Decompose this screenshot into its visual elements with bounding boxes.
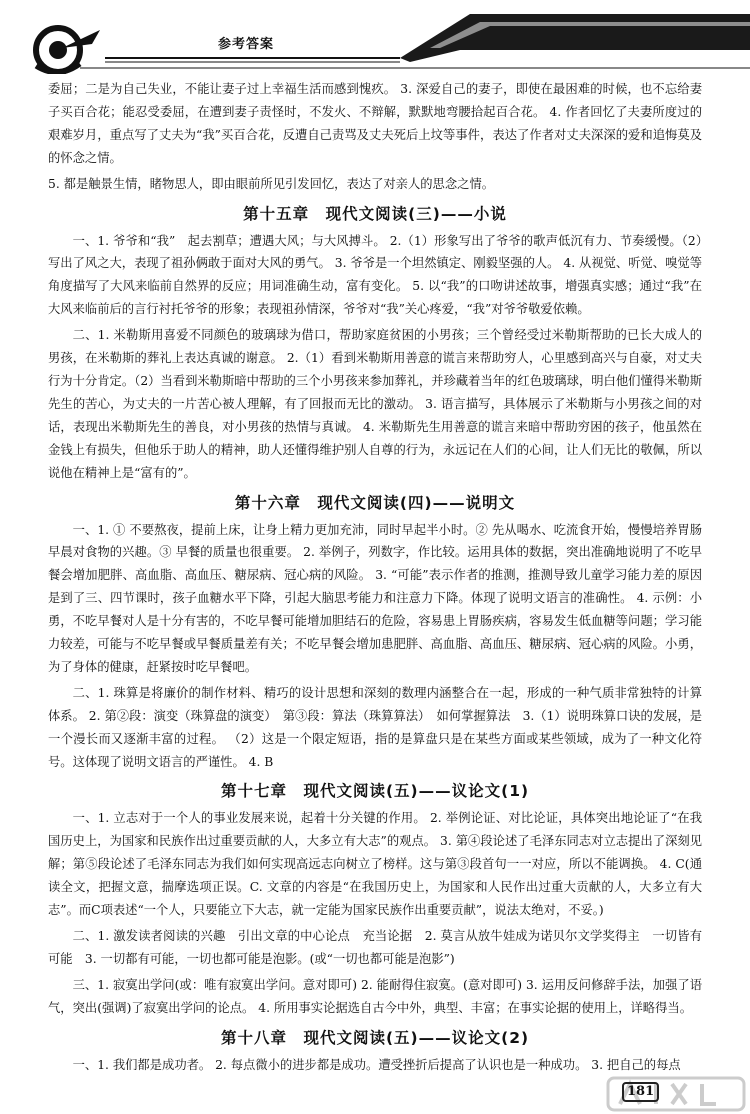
page-footer xyxy=(0,1070,750,1110)
answer-paragraph: 二、1. 激发读者阅读的兴趣 引出文章的中心论点 充当论据 2. 莫言从放牛娃成为诺贝尔文学奖得主 一切皆有可能 3. 一切都有可能，一切也都可能是泡影。(或“一切也都可能是泡影”) xyxy=(48,929,702,966)
intro-paragraph: 委屈；二是为自己失业，不能让妻子过上幸福生活而感到愧疚。 3. 深爱自己的妻子，即使在最困难的时候，也不忘给妻子买百合花；能忍受委屈，在遭到妻子责怪时，不发火、不辩解，默默地弯腰拾起百合花。 4. 作者回忆了夫妻所度过的艰难岁月，重点写了丈夫为“我”买百合花，反遭自己责骂及丈夫死后上坟等事件，表达了作者对丈夫深深的爱和追悔莫及的怀念之情。 xyxy=(48,82,702,165)
chapter-heading: 第十五章 现代文阅读(三)——小说 xyxy=(243,204,507,223)
answer-content xyxy=(48,78,702,1080)
intro-paragraph: 5. 都是触景生情，睹物思人，即由眼前所见引发回忆，表达了对亲人的思念之情。 xyxy=(48,176,495,191)
page-header-title: 参考答案 xyxy=(218,37,275,52)
answer-paragraph: 一、1. 我们都是成功者。 2. 每点微小的进步都是成功。遭受挫折后提高了认识也是一种成功。 3. 把自己的每点 xyxy=(72,1057,681,1072)
answer-paragraph: 一、1. 爷爷和“我” 起去割草；遭遇大风；与大风搏斗。 2.（1）形象写出了爷爷的歌声低沉有力、节奏缓慢。（2）写出了风之大，表现了祖孙俩敢于面对大风的勇气。 3. 爷爷是一个坦然镇定、刚毅坚强的人。 4. 从视觉、听觉、嗅觉等角度描写了大风来临前自然界的反应；用词准确生动，富有变化。 5. 以“我”的口吻讲述故事，增强真实感；通过“我”在大风来临前后的言行衬托爷爷的形象；表现祖孙情深，爷爷对“我”关心疼爱，“我”对爷爷敬爱依赖。 xyxy=(48,233,702,317)
answer-paragraph: 一、1. ① 不要熬夜，提前上床，让身上精力更加充沛，同时早起半小时。② 先从喝水、吃流食开始，慢慢培养胃肠早晨对食物的兴趣。③ 早餐的质量也很重要。 2. 举例子，列数字，作比较。运用具体的数据，突出准确地说明了不吃早餐会增加肥胖、高血脂、高血压、糖尿病、冠心病的风险。 3. “可能”表示作者的推测，推测导致儿童学习能力差的原因是到了三、四节课时，孩子血糖水平下降，引起大脑思考能力和注意力下降。体现了说明文语言的准确性。 4. 示例：小勇，不吃早餐对人是十分有害的，不吃早餐可能增加胆结石的危险，容易患上胃肠疾病，容易发生低血糖等问题；学习能力较差，可能与不吃早餐或早餐质量差有关；不吃早餐会增加患肥胖、高血脂、高血压、糖尿病、冠心病的风险。小勇，为了身体的健康，赶紧按时吃早餐吧。 xyxy=(48,522,702,674)
answer-paragraph: 三、1. 寂寞出学问(或：唯有寂寞出学问。意对即可) 2. 能耐得住寂寞。(意对即可) 3. 运用反问修辞手法，加强了语气，突出(强调)了寂寞出学问的论点。 4. 所用事实论据选自古今中外，典型、丰富；在事实论据的使用上，详略得当。 xyxy=(48,977,702,1015)
answer-paragraph: 二、1. 珠算是将廉价的制作材料、精巧的设计思想和深刻的数理内涵整合在一起，形成的一种气质非常独特的计算体系。 2. 第②段：演变（珠算盘的演变） 第③段：算法（珠算算法） 如何掌握算法 3.（1）说明珠算口诀的发展，是一个漫长而又逐渐丰富的过程。 （2）这是一个限定短语，指的是算盘只是在某些方面或某些领域，成为了一种文化符号。这体现了说明文语言的严谨性。 4. B xyxy=(48,685,702,769)
page-header xyxy=(0,0,750,74)
answer-paragraph: 二、1. 米勒斯用喜爱不同颜色的玻璃球为借口，帮助家庭贫困的小男孩；三个曾经受过米勒斯帮助的已长大成人的男孩，在米勒斯的葬礼上表达真诚的谢意。 2.（1）看到米勒斯用善意的谎言来帮助穷人，心里感到高兴与自豪，对丈夫行为十分肯定。（2）当看到米勒斯暗中帮助的三个小男孩来参加葬礼，并珍藏着当年的红色玻璃球，明白他们懂得米勒斯先生的苦心，为丈夫的一片苦心被人理解，有了回报而无比的激动。 3. 语言描写，具体展示了米勒斯与小男孩之间的对话，表现出米勒斯先生的善良，对小男孩的热情与真诚。 4. 米勒斯先生用善意的谎言来暗中帮助穷困的孩子，他虽然在金钱上有损失，但他乐于助人的精神，助人还懂得维护别人自尊的行为，永远记在人们的心间，让人们无比的敬佩，所以说他在精神上是“富有的”。 xyxy=(48,328,702,480)
chapter-heading: 第十八章 现代文阅读(五)——议论文(2) xyxy=(220,1028,530,1047)
chapter-heading: 第十六章 现代文阅读(四)——说明文 xyxy=(234,493,516,512)
page-number: 181 xyxy=(622,1082,659,1102)
answer-paragraph: 一、1. 立志对于一个人的事业发展来说，起着十分关键的作用。 2. 举例论证、对比论证，具体突出地论证了“在我国历史上，为国家和民族作出过重要贡献的人，大多立有大志”的观点。 3. 第④段论述了毛泽东同志对立志提出了深刻见解；第⑤段论述了毛泽东同志为我们如何实现高远志向树立了榜样。这与第③段首句一一对应，所以不能调换。 4. C(通读全文，把握文意，揣摩选项正误。C. 文章的内容是“在我国历史上，为国家和人民作出过重大贡献的人，大多立有大志”。而C项表述“一个人，只要能立下大志，就一定能为国家民族作出重要贡献”，说法太绝对，不妥。) xyxy=(48,811,702,918)
chapter-heading: 第十七章 现代文阅读(五)——议论文(1) xyxy=(220,782,530,801)
header-decoration xyxy=(0,0,750,74)
